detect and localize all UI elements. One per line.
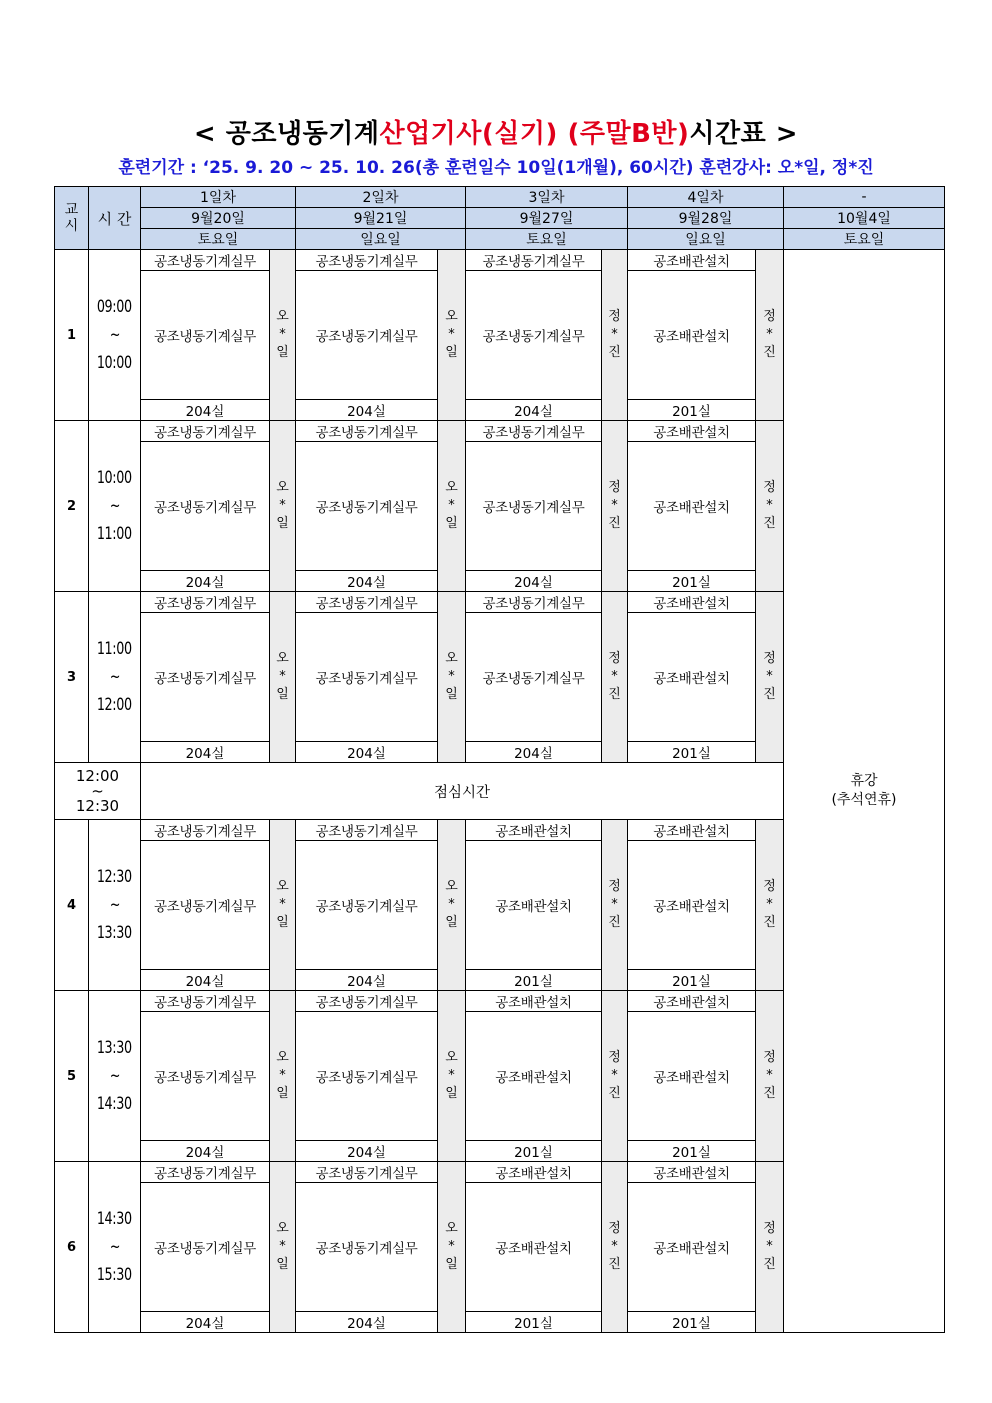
- course-main: 공조냉동기계실무: [141, 1183, 270, 1312]
- time-text: ~: [109, 496, 120, 516]
- instructor-char: 진: [763, 1257, 776, 1272]
- instructor-char: 정: [608, 1221, 621, 1236]
- time-slot: [89, 820, 141, 991]
- instructor-char: 정: [608, 1050, 621, 1065]
- time-line: [89, 891, 140, 919]
- course-subject: 공조냉동기계실무: [141, 592, 270, 613]
- room-label: 201실: [466, 1312, 602, 1333]
- instructor-cell: [602, 250, 628, 421]
- time-text: 11:00: [97, 524, 132, 544]
- course-subject: 공조냉동기계실무: [296, 250, 438, 271]
- time-text: ~: [109, 667, 120, 687]
- time-range: [89, 293, 140, 377]
- holiday-cell: [784, 250, 945, 1333]
- instructor-char: *: [766, 1068, 773, 1083]
- course-main: 공조냉동기계실무: [141, 442, 270, 571]
- instructor-char: *: [279, 1068, 286, 1083]
- instructor-char: 일: [276, 915, 289, 930]
- course-subject: 공조냉동기계실무: [141, 820, 270, 841]
- course-main: 공조냉동기계실무: [296, 841, 438, 970]
- room-label: 204실: [141, 742, 270, 763]
- day-weekday: 일요일: [296, 229, 466, 250]
- day-date: 9월20일: [141, 208, 296, 229]
- day-date: 9월28일: [628, 208, 784, 229]
- time-line: [89, 635, 140, 663]
- time-range: [89, 635, 140, 719]
- room-label: 201실: [628, 970, 756, 991]
- instructor-char: 일: [276, 516, 289, 531]
- course-main: 공조냉동기계실무: [141, 271, 270, 400]
- instructor-char: 일: [445, 1086, 458, 1101]
- instructor-cell: [756, 991, 784, 1162]
- time-text: ~: [109, 1237, 120, 1257]
- instructor-cell: [756, 421, 784, 592]
- course-subject: 공조배관설치: [466, 820, 602, 841]
- instructor-char: 오: [445, 1221, 458, 1236]
- time-line: [89, 1062, 140, 1090]
- instructor-char: *: [448, 327, 455, 342]
- course-subject: 공조배관설치: [628, 991, 756, 1012]
- instructor-char: 진: [608, 516, 621, 531]
- instructor-char: 진: [608, 1086, 621, 1101]
- period-number: 4: [55, 820, 89, 991]
- instructor-cell: [270, 421, 296, 592]
- course-subject: 공조냉동기계실무: [466, 250, 602, 271]
- instructor-char: 일: [276, 1257, 289, 1272]
- day-number: 2일차: [296, 187, 466, 208]
- instructor-char: 진: [608, 345, 621, 360]
- instructor-cell: [438, 820, 466, 991]
- course-main: 공조배관설치: [628, 1012, 756, 1141]
- instructor-char: 일: [445, 915, 458, 930]
- holiday-label: 휴강: [850, 773, 878, 789]
- room-label: 201실: [628, 742, 756, 763]
- instructor-char: 일: [445, 687, 458, 702]
- instructor-char: 진: [763, 516, 776, 531]
- course-main: 공조냉동기계실무: [141, 1012, 270, 1141]
- course-subject: 공조냉동기계실무: [141, 991, 270, 1012]
- course-subject: 공조배관설치: [628, 1162, 756, 1183]
- time-range: [89, 863, 140, 947]
- time-slot: [89, 991, 141, 1162]
- instructor-char: *: [448, 1239, 455, 1254]
- course-main: 공조냉동기계실무: [296, 442, 438, 571]
- time-range: [89, 1205, 140, 1289]
- instructor-char: *: [279, 327, 286, 342]
- course-main: 공조냉동기계실무: [466, 613, 602, 742]
- instructor-char: *: [448, 498, 455, 513]
- instructor-cell: [438, 991, 466, 1162]
- instructor-char: 일: [445, 1257, 458, 1272]
- day-weekday: 일요일: [628, 229, 784, 250]
- period-header: 교 시: [55, 187, 89, 250]
- course-main: 공조냉동기계실무: [141, 841, 270, 970]
- instructor-char: 오: [445, 651, 458, 666]
- time-text: ~: [109, 1066, 120, 1086]
- room-label: 204실: [141, 970, 270, 991]
- lunch-time: [55, 763, 141, 820]
- room-label: 204실: [296, 400, 438, 421]
- instructor-char: 진: [763, 687, 776, 702]
- instructor-char: 정: [608, 879, 621, 894]
- instructor-char: *: [611, 327, 618, 342]
- time-text: 12:30: [97, 867, 132, 887]
- instructor-cell: [756, 820, 784, 991]
- holiday-reason: (추석연휴): [831, 792, 897, 808]
- period-number: 6: [55, 1162, 89, 1333]
- time-line: [89, 464, 140, 492]
- room-label: 201실: [628, 400, 756, 421]
- time-slot: [89, 421, 141, 592]
- instructor-cell: [270, 991, 296, 1162]
- course-main: 공조배관설치: [466, 1012, 602, 1141]
- time-line: [89, 691, 140, 719]
- course-subject: 공조배관설치: [628, 250, 756, 271]
- course-subject: 공조냉동기계실무: [141, 1162, 270, 1183]
- time-range: [89, 464, 140, 548]
- room-label: 204실: [296, 571, 438, 592]
- instructor-char: *: [279, 669, 286, 684]
- course-subject: 공조냉동기계실무: [296, 991, 438, 1012]
- course-main: 공조냉동기계실무: [141, 613, 270, 742]
- course-subject: 공조배관설치: [628, 421, 756, 442]
- course-subject: 공조배관설치: [628, 592, 756, 613]
- course-main: 공조배관설치: [628, 271, 756, 400]
- instructor-char: 정: [763, 480, 776, 495]
- room-label: 201실: [628, 1312, 756, 1333]
- period-number: 3: [55, 592, 89, 763]
- instructor-char: 진: [608, 1257, 621, 1272]
- instructor-char: 정: [763, 879, 776, 894]
- course-subject: 공조냉동기계실무: [141, 250, 270, 271]
- instructor-char: 오: [276, 480, 289, 495]
- instructor-char: 정: [608, 480, 621, 495]
- instructor-char: 정: [608, 651, 621, 666]
- instructor-char: 오: [445, 879, 458, 894]
- period-number: 5: [55, 991, 89, 1162]
- instructor-char: *: [611, 1068, 618, 1083]
- course-main: 공조냉동기계실무: [296, 1183, 438, 1312]
- instructor-cell: [602, 991, 628, 1162]
- instructor-char: *: [611, 669, 618, 684]
- instructor-cell: [438, 250, 466, 421]
- course-main: 공조냉동기계실무: [296, 271, 438, 400]
- instructor-char: 진: [608, 915, 621, 930]
- room-label: 204실: [141, 400, 270, 421]
- instructor-char: 오: [276, 1050, 289, 1065]
- page-title: < 공조냉동기계산업기사(실기) (주말B반)시간표 >: [193, 119, 799, 149]
- training-period-subtitle: 훈련기간 : ‘25. 9. 20 ~ 25. 10. 26(총 훈련일수 10일(1개월), 60시간) 훈련강사: 오*일, 정*진: [118, 158, 874, 178]
- instructor-cell: [756, 250, 784, 421]
- instructor-cell: [438, 1162, 466, 1333]
- time-text: 10:00: [97, 468, 132, 488]
- room-label: 204실: [141, 571, 270, 592]
- instructor-char: 일: [445, 345, 458, 360]
- instructor-cell: [602, 1162, 628, 1333]
- instructor-cell: [602, 421, 628, 592]
- course-subject: 공조배관설치: [466, 991, 602, 1012]
- course-subject: 공조배관설치: [628, 820, 756, 841]
- time-line: [89, 321, 140, 349]
- instructor-cell: [270, 820, 296, 991]
- instructor-char: 진: [763, 915, 776, 930]
- lunch-time-line: ~: [91, 781, 104, 800]
- instructor-char: *: [279, 897, 286, 912]
- time-range: [89, 1034, 140, 1118]
- room-label: 201실: [628, 1141, 756, 1162]
- room-label: 204실: [296, 970, 438, 991]
- course-main: 공조배관설치: [466, 841, 602, 970]
- instructor-char: 정: [608, 309, 621, 324]
- time-text: 09:00: [97, 297, 132, 317]
- course-main: 공조배관설치: [466, 1183, 602, 1312]
- day-weekday: 토요일: [784, 229, 945, 250]
- instructor-char: 일: [445, 516, 458, 531]
- instructor-char: *: [766, 897, 773, 912]
- instructor-cell: [270, 250, 296, 421]
- room-label: 201실: [466, 1141, 602, 1162]
- period-number: 2: [55, 421, 89, 592]
- room-label: 201실: [466, 970, 602, 991]
- instructor-char: *: [766, 669, 773, 684]
- day-weekday: 토요일: [141, 229, 296, 250]
- instructor-char: *: [279, 498, 286, 513]
- day-date: 9월21일: [296, 208, 466, 229]
- instructor-char: *: [448, 1068, 455, 1083]
- instructor-cell: [756, 592, 784, 763]
- instructor-char: 진: [608, 687, 621, 702]
- instructor-char: 일: [276, 345, 289, 360]
- instructor-char: 정: [763, 651, 776, 666]
- time-line: [89, 492, 140, 520]
- day-date: 10월4일: [784, 208, 945, 229]
- instructor-cell: [756, 1162, 784, 1333]
- instructor-cell: [602, 820, 628, 991]
- instructor-char: 오: [445, 480, 458, 495]
- course-subject: 공조냉동기계실무: [466, 592, 602, 613]
- lunch-time-line: 12:00: [75, 766, 120, 785]
- instructor-char: 오: [276, 651, 289, 666]
- instructor-char: *: [766, 498, 773, 513]
- course-main: 공조배관설치: [628, 841, 756, 970]
- lunch-time-line: 12:30: [75, 796, 120, 815]
- time-line: [89, 863, 140, 891]
- time-line: [89, 919, 140, 947]
- instructor-cell: [602, 592, 628, 763]
- time-line: [89, 1261, 140, 1289]
- instructor-char: 오: [445, 1050, 458, 1065]
- schedule-table: [54, 186, 945, 1333]
- instructor-char: *: [448, 669, 455, 684]
- time-line: [89, 1233, 140, 1261]
- instructor-char: 일: [276, 1086, 289, 1101]
- instructor-char: 일: [276, 687, 289, 702]
- room-label: 204실: [466, 742, 602, 763]
- time-text: 11:00: [97, 639, 132, 659]
- time-line: [89, 349, 140, 377]
- instructor-cell: [270, 592, 296, 763]
- course-main: 공조냉동기계실무: [466, 442, 602, 571]
- time-text: 10:00: [97, 353, 132, 373]
- time-line: [89, 663, 140, 691]
- course-subject: 공조배관설치: [466, 1162, 602, 1183]
- time-header: 시 간: [89, 187, 141, 250]
- course-subject: 공조냉동기계실무: [296, 592, 438, 613]
- instructor-char: *: [611, 1239, 618, 1254]
- instructor-char: 오: [276, 879, 289, 894]
- time-text: ~: [109, 895, 120, 915]
- time-text: 15:30: [97, 1265, 132, 1285]
- room-label: 201실: [628, 571, 756, 592]
- day-number: 1일차: [141, 187, 296, 208]
- time-line: [89, 1090, 140, 1118]
- instructor-cell: [438, 421, 466, 592]
- course-subject: 공조냉동기계실무: [296, 1162, 438, 1183]
- course-main: 공조냉동기계실무: [296, 613, 438, 742]
- time-line: [89, 520, 140, 548]
- course-main: 공조냉동기계실무: [466, 271, 602, 400]
- time-line: [89, 1034, 140, 1062]
- time-slot: [89, 592, 141, 763]
- time-text: 13:30: [97, 923, 132, 943]
- course-main: 공조배관설치: [628, 442, 756, 571]
- instructor-char: 오: [276, 309, 289, 324]
- time-text: 13:30: [97, 1038, 132, 1058]
- course-main: 공조냉동기계실무: [296, 1012, 438, 1141]
- room-label: 204실: [141, 1141, 270, 1162]
- room-label: 204실: [466, 571, 602, 592]
- room-label: 204실: [296, 1312, 438, 1333]
- instructor-char: *: [448, 897, 455, 912]
- room-label: 204실: [296, 742, 438, 763]
- course-main: 공조배관설치: [628, 1183, 756, 1312]
- instructor-char: 진: [763, 1086, 776, 1101]
- period-number: 1: [55, 250, 89, 421]
- time-line: [89, 1205, 140, 1233]
- course-subject: 공조냉동기계실무: [296, 820, 438, 841]
- time-text: 14:30: [97, 1094, 132, 1114]
- room-label: 204실: [296, 1141, 438, 1162]
- course-main: 공조배관설치: [628, 613, 756, 742]
- course-subject: 공조냉동기계실무: [296, 421, 438, 442]
- time-text: ~: [109, 325, 120, 345]
- instructor-cell: [438, 592, 466, 763]
- room-label: 204실: [466, 400, 602, 421]
- time-line: [89, 293, 140, 321]
- time-slot: [89, 1162, 141, 1333]
- instructor-char: 정: [763, 1050, 776, 1065]
- time-text: 14:30: [97, 1209, 132, 1229]
- instructor-char: 오: [276, 1221, 289, 1236]
- day-number: 4일차: [628, 187, 784, 208]
- instructor-cell: [270, 1162, 296, 1333]
- time-text: 12:00: [97, 695, 132, 715]
- instructor-char: *: [611, 897, 618, 912]
- course-subject: 공조냉동기계실무: [466, 421, 602, 442]
- instructor-char: *: [766, 1239, 773, 1254]
- instructor-char: *: [611, 498, 618, 513]
- instructor-char: *: [766, 327, 773, 342]
- instructor-char: 진: [763, 345, 776, 360]
- day-number: 3일차: [466, 187, 628, 208]
- instructor-char: 정: [763, 1221, 776, 1236]
- instructor-char: 정: [763, 309, 776, 324]
- day-number: -: [784, 187, 945, 208]
- course-subject: 공조냉동기계실무: [141, 421, 270, 442]
- room-label: 204실: [141, 1312, 270, 1333]
- instructor-char: *: [279, 1239, 286, 1254]
- time-slot: [89, 250, 141, 421]
- day-date: 9월27일: [466, 208, 628, 229]
- day-weekday: 토요일: [466, 229, 628, 250]
- lunch-label: 점심시간: [141, 763, 784, 820]
- instructor-char: 오: [445, 309, 458, 324]
